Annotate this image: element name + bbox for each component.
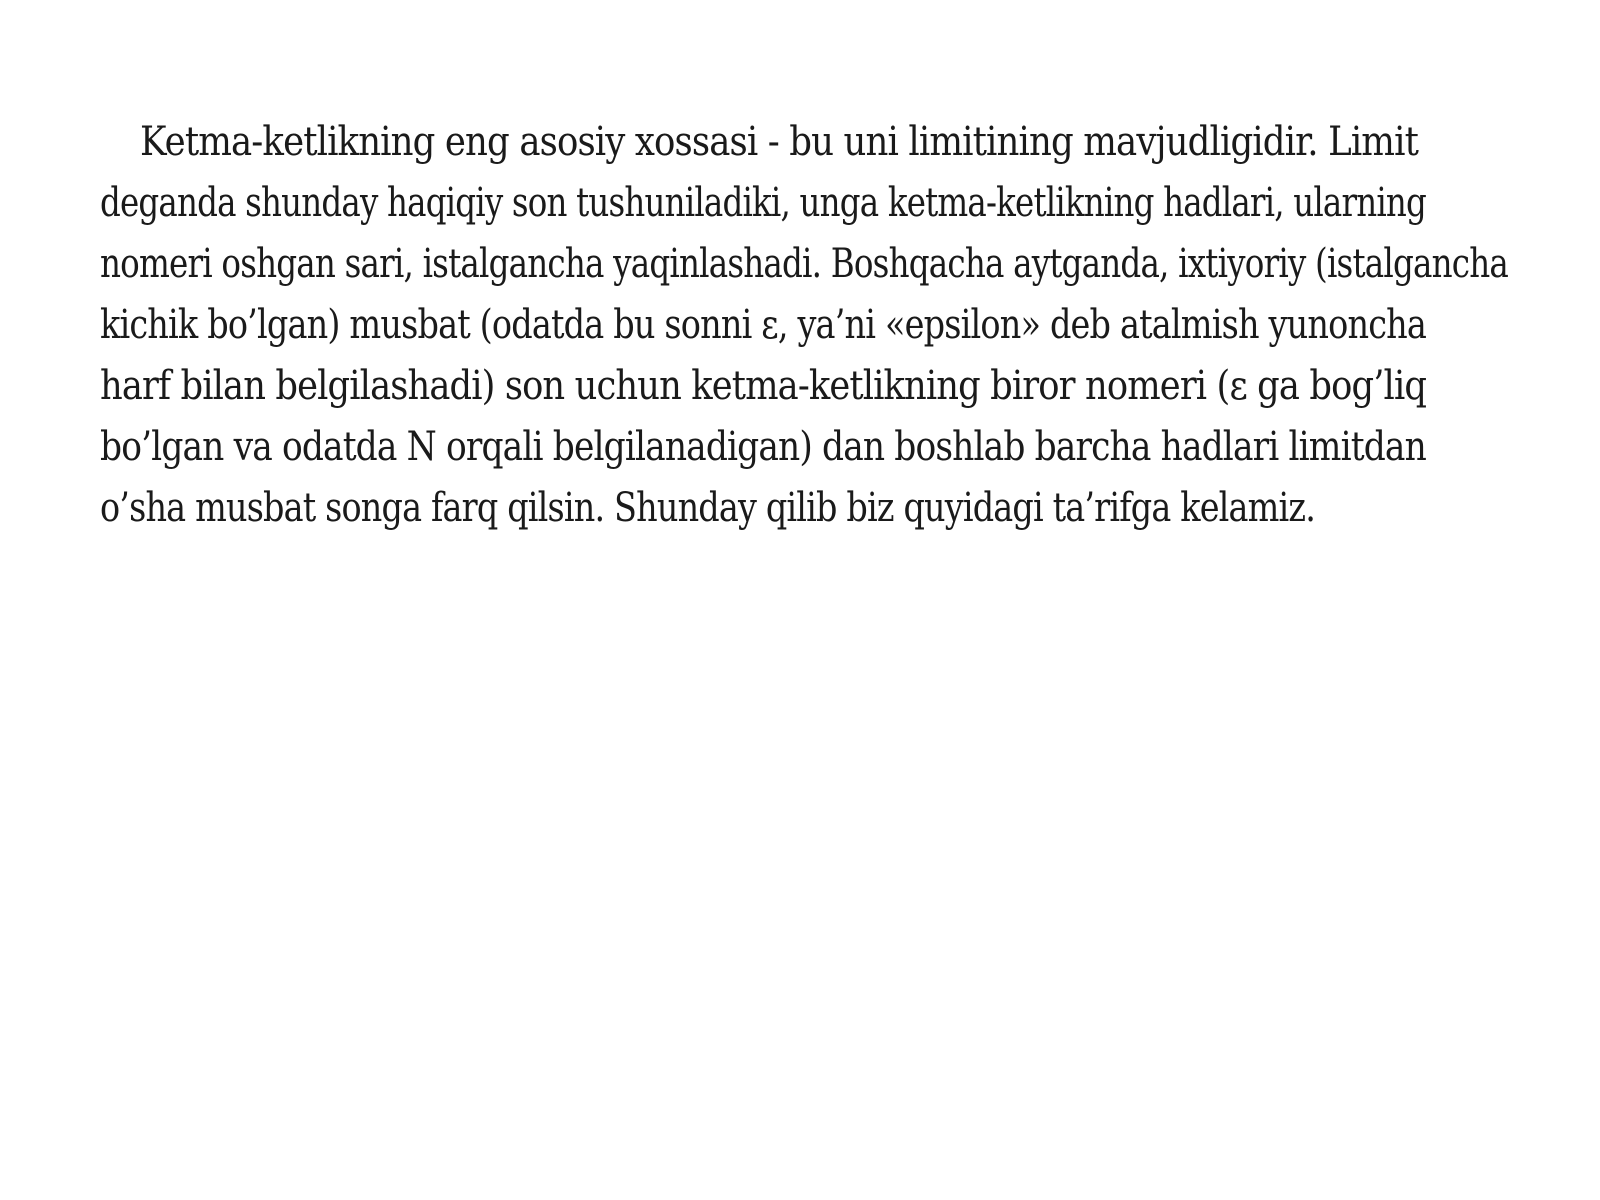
paragraph-line: kichik bo’lgan) musbat (odatda bu sonni ε, ya’ni «epsilon» deb atalmish yunoncha xyxy=(100,302,1427,348)
paragraph-line: o’sha musbat songa farq qilsin. Shunday qilib biz quyidagi ta’rifga kelamiz. xyxy=(100,485,1316,531)
paragraph-line: bo’lgan va odatda N orqali belgilanadigan) dan boshlab barcha hadlari limitdan xyxy=(100,424,1426,470)
paragraph-line: deganda shunday haqiqiy son tushuniladiki, unga ketma-ketlikning hadlari, ularning xyxy=(100,180,1427,226)
limit-paragraph xyxy=(100,112,1540,539)
paragraph-line: harf bilan belgilashadi) son uchun ketma-ketlikning biror nomeri (ε ga bog’liq xyxy=(100,363,1427,409)
paragraph-line: nomeri oshgan sari, istalgancha yaqinlashadi. Boshqacha aytganda, ixtiyoriy (istalgancha xyxy=(100,241,1508,287)
paragraph-line: Ketma-ketlikning eng asosiy xossasi - bu uni limitining mavjudligidir. Limit xyxy=(139,119,1418,165)
